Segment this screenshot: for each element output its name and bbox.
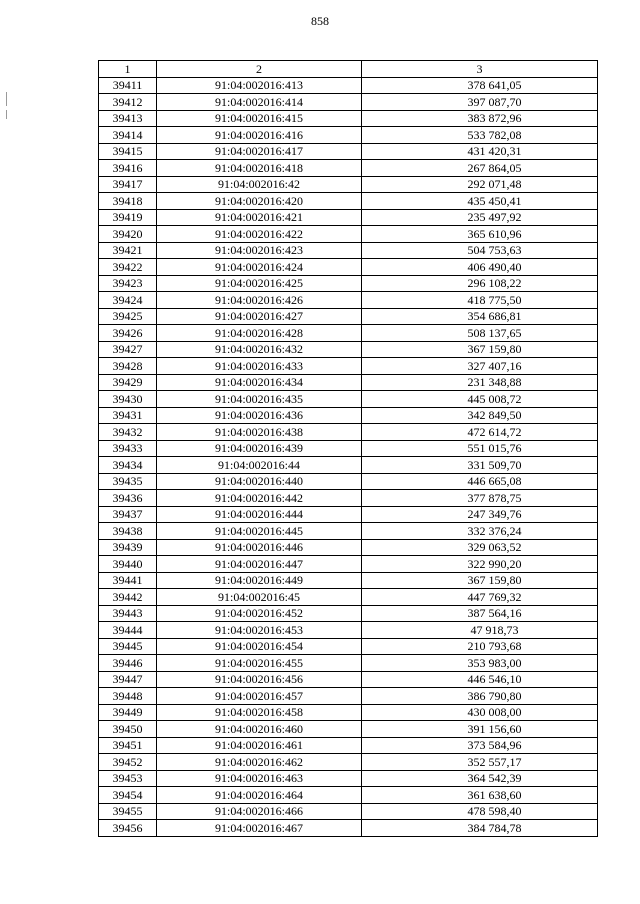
row-number-cell: 39425 xyxy=(99,308,157,325)
cadastral-number-cell: 91:04:002016:423 xyxy=(157,242,362,259)
row-number-cell: 39452 xyxy=(99,754,157,771)
cadastral-number-cell: 91:04:002016:458 xyxy=(157,704,362,721)
table-row xyxy=(99,308,598,325)
cadastral-number-cell: 91:04:002016:460 xyxy=(157,721,362,738)
row-number-cell: 39453 xyxy=(99,770,157,787)
row-number-cell: 39422 xyxy=(99,259,157,276)
row-number-cell: 39424 xyxy=(99,292,157,309)
value-cell: 354 686,81 xyxy=(362,308,598,325)
value-cell: 504 753,63 xyxy=(362,242,598,259)
value-cell: 478 598,40 xyxy=(362,803,598,820)
cadastral-number-cell: 91:04:002016:427 xyxy=(157,308,362,325)
cadastral-number-cell: 91:04:002016:467 xyxy=(157,820,362,837)
table-row xyxy=(99,704,598,721)
value-cell: 231 348,88 xyxy=(362,374,598,391)
row-number-cell: 39448 xyxy=(99,688,157,705)
cadastral-number-cell: 91:04:002016:425 xyxy=(157,275,362,292)
table-row xyxy=(99,490,598,507)
value-cell: 267 864,05 xyxy=(362,160,598,177)
table-row xyxy=(99,176,598,193)
value-cell: 377 878,75 xyxy=(362,490,598,507)
data-table xyxy=(98,60,598,837)
table-row xyxy=(99,754,598,771)
cadastral-number-cell: 91:04:002016:418 xyxy=(157,160,362,177)
cadastral-number-cell: 91:04:002016:433 xyxy=(157,358,362,375)
table-row xyxy=(99,605,598,622)
margin-scan-mark xyxy=(6,92,7,106)
row-number-cell: 39455 xyxy=(99,803,157,820)
value-cell: 373 584,96 xyxy=(362,737,598,754)
row-number-cell: 39437 xyxy=(99,506,157,523)
table-row xyxy=(99,110,598,127)
value-cell: 387 564,16 xyxy=(362,605,598,622)
cadastral-number-cell: 91:04:002016:454 xyxy=(157,638,362,655)
cadastral-number-cell: 91:04:002016:464 xyxy=(157,787,362,804)
row-number-cell: 39454 xyxy=(99,787,157,804)
value-cell: 508 137,65 xyxy=(362,325,598,342)
value-cell: 361 638,60 xyxy=(362,787,598,804)
cadastral-number-cell: 91:04:002016:439 xyxy=(157,440,362,457)
table-row xyxy=(99,787,598,804)
row-number-cell: 39444 xyxy=(99,622,157,639)
row-number-cell: 39416 xyxy=(99,160,157,177)
cadastral-number-cell: 91:04:002016:462 xyxy=(157,754,362,771)
cadastral-number-cell: 91:04:002016:428 xyxy=(157,325,362,342)
cadastral-number-cell: 91:04:002016:446 xyxy=(157,539,362,556)
margin-scan-mark xyxy=(6,110,7,119)
value-cell: 342 849,50 xyxy=(362,407,598,424)
value-cell: 364 542,39 xyxy=(362,770,598,787)
row-number-cell: 39450 xyxy=(99,721,157,738)
cadastral-number-cell: 91:04:002016:436 xyxy=(157,407,362,424)
table-row xyxy=(99,226,598,243)
table-row xyxy=(99,473,598,490)
row-number-cell: 39426 xyxy=(99,325,157,342)
row-number-cell: 39412 xyxy=(99,94,157,111)
value-cell: 47 918,73 xyxy=(362,622,598,639)
value-cell: 446 546,10 xyxy=(362,671,598,688)
column-header-2: 2 xyxy=(157,61,362,78)
value-cell: 551 015,76 xyxy=(362,440,598,457)
row-number-cell: 39431 xyxy=(99,407,157,424)
row-number-cell: 39419 xyxy=(99,209,157,226)
row-number-cell: 39456 xyxy=(99,820,157,837)
value-cell: 296 108,22 xyxy=(362,275,598,292)
row-number-cell: 39428 xyxy=(99,358,157,375)
row-number-cell: 39446 xyxy=(99,655,157,672)
value-cell: 418 775,50 xyxy=(362,292,598,309)
value-cell: 378 641,05 xyxy=(362,77,598,94)
value-cell: 397 087,70 xyxy=(362,94,598,111)
value-cell: 430 008,00 xyxy=(362,704,598,721)
table-row xyxy=(99,655,598,672)
value-cell: 292 071,48 xyxy=(362,176,598,193)
value-cell: 332 376,24 xyxy=(362,523,598,540)
table-row xyxy=(99,737,598,754)
row-number-cell: 39433 xyxy=(99,440,157,457)
table-row xyxy=(99,440,598,457)
value-cell: 431 420,31 xyxy=(362,143,598,160)
cadastral-number-cell: 91:04:002016:435 xyxy=(157,391,362,408)
cadastral-number-cell: 91:04:002016:421 xyxy=(157,209,362,226)
row-number-cell: 39420 xyxy=(99,226,157,243)
cadastral-number-cell: 91:04:002016:449 xyxy=(157,572,362,589)
value-cell: 365 610,96 xyxy=(362,226,598,243)
row-number-cell: 39430 xyxy=(99,391,157,408)
cadastral-number-cell: 91:04:002016:455 xyxy=(157,655,362,672)
table-row xyxy=(99,556,598,573)
cadastral-number-cell: 91:04:002016:413 xyxy=(157,77,362,94)
cadastral-number-cell: 91:04:002016:463 xyxy=(157,770,362,787)
column-header-3: 3 xyxy=(362,61,598,78)
value-cell: 210 793,68 xyxy=(362,638,598,655)
row-number-cell: 39427 xyxy=(99,341,157,358)
cadastral-number-cell: 91:04:002016:453 xyxy=(157,622,362,639)
row-number-cell: 39438 xyxy=(99,523,157,540)
cadastral-number-cell: 91:04:002016:438 xyxy=(157,424,362,441)
table-row xyxy=(99,127,598,144)
row-number-cell: 39442 xyxy=(99,589,157,606)
table-row xyxy=(99,275,598,292)
table-row xyxy=(99,539,598,556)
table-row xyxy=(99,325,598,342)
row-number-cell: 39436 xyxy=(99,490,157,507)
value-cell: 331 509,70 xyxy=(362,457,598,474)
row-number-cell: 39445 xyxy=(99,638,157,655)
value-cell: 367 159,80 xyxy=(362,572,598,589)
table-row xyxy=(99,77,598,94)
cadastral-number-cell: 91:04:002016:434 xyxy=(157,374,362,391)
table-row xyxy=(99,292,598,309)
cadastral-number-cell: 91:04:002016:426 xyxy=(157,292,362,309)
table-row xyxy=(99,457,598,474)
cadastral-number-cell: 91:04:002016:440 xyxy=(157,473,362,490)
cadastral-number-cell: 91:04:002016:442 xyxy=(157,490,362,507)
row-number-cell: 39429 xyxy=(99,374,157,391)
cadastral-number-cell: 91:04:002016:44 xyxy=(157,457,362,474)
cadastral-number-cell: 91:04:002016:432 xyxy=(157,341,362,358)
value-cell: 446 665,08 xyxy=(362,473,598,490)
row-number-cell: 39451 xyxy=(99,737,157,754)
row-number-cell: 39411 xyxy=(99,77,157,94)
table-row xyxy=(99,193,598,210)
value-cell: 367 159,80 xyxy=(362,341,598,358)
row-number-cell: 39432 xyxy=(99,424,157,441)
value-cell: 327 407,16 xyxy=(362,358,598,375)
table-row xyxy=(99,374,598,391)
value-cell: 353 983,00 xyxy=(362,655,598,672)
cadastral-number-cell: 91:04:002016:452 xyxy=(157,605,362,622)
table-row xyxy=(99,94,598,111)
cadastral-number-cell: 91:04:002016:457 xyxy=(157,688,362,705)
table-row xyxy=(99,622,598,639)
value-cell: 435 450,41 xyxy=(362,193,598,210)
row-number-cell: 39415 xyxy=(99,143,157,160)
cadastral-number-cell: 91:04:002016:414 xyxy=(157,94,362,111)
table-row xyxy=(99,391,598,408)
value-cell: 445 008,72 xyxy=(362,391,598,408)
value-cell: 322 990,20 xyxy=(362,556,598,573)
value-cell: 384 784,78 xyxy=(362,820,598,837)
table-row xyxy=(99,506,598,523)
page-number: 858 xyxy=(311,14,329,28)
column-header-1: 1 xyxy=(99,61,157,78)
table-row xyxy=(99,341,598,358)
value-cell: 391 156,60 xyxy=(362,721,598,738)
table-row xyxy=(99,407,598,424)
table-row xyxy=(99,242,598,259)
row-number-cell: 39441 xyxy=(99,572,157,589)
table-row xyxy=(99,589,598,606)
table-row xyxy=(99,209,598,226)
cadastral-number-cell: 91:04:002016:45 xyxy=(157,589,362,606)
table-row xyxy=(99,572,598,589)
cadastral-number-cell: 91:04:002016:466 xyxy=(157,803,362,820)
table-row xyxy=(99,358,598,375)
cadastral-number-cell: 91:04:002016:42 xyxy=(157,176,362,193)
value-cell: 472 614,72 xyxy=(362,424,598,441)
cadastral-number-cell: 91:04:002016:422 xyxy=(157,226,362,243)
cadastral-number-cell: 91:04:002016:424 xyxy=(157,259,362,276)
cadastral-number-cell: 91:04:002016:415 xyxy=(157,110,362,127)
table-body xyxy=(99,77,598,836)
value-cell: 247 349,76 xyxy=(362,506,598,523)
row-number-cell: 39435 xyxy=(99,473,157,490)
row-number-cell: 39449 xyxy=(99,704,157,721)
table-row xyxy=(99,424,598,441)
table-row xyxy=(99,638,598,655)
row-number-cell: 39418 xyxy=(99,193,157,210)
cadastral-number-cell: 91:04:002016:461 xyxy=(157,737,362,754)
table-row xyxy=(99,143,598,160)
cadastral-number-cell: 91:04:002016:456 xyxy=(157,671,362,688)
row-number-cell: 39439 xyxy=(99,539,157,556)
table-row xyxy=(99,259,598,276)
table-row xyxy=(99,523,598,540)
table-row xyxy=(99,688,598,705)
value-cell: 329 063,52 xyxy=(362,539,598,556)
cadastral-number-cell: 91:04:002016:416 xyxy=(157,127,362,144)
value-cell: 533 782,08 xyxy=(362,127,598,144)
row-number-cell: 39414 xyxy=(99,127,157,144)
row-number-cell: 39417 xyxy=(99,176,157,193)
row-number-cell: 39443 xyxy=(99,605,157,622)
row-number-cell: 39421 xyxy=(99,242,157,259)
value-cell: 406 490,40 xyxy=(362,259,598,276)
row-number-cell: 39423 xyxy=(99,275,157,292)
cadastral-number-cell: 91:04:002016:447 xyxy=(157,556,362,573)
row-number-cell: 39434 xyxy=(99,457,157,474)
value-cell: 235 497,92 xyxy=(362,209,598,226)
table-row xyxy=(99,671,598,688)
row-number-cell: 39440 xyxy=(99,556,157,573)
row-number-cell: 39413 xyxy=(99,110,157,127)
table-row xyxy=(99,160,598,177)
row-number-cell: 39447 xyxy=(99,671,157,688)
value-cell: 383 872,96 xyxy=(362,110,598,127)
table-row xyxy=(99,820,598,837)
value-cell: 386 790,80 xyxy=(362,688,598,705)
table-row xyxy=(99,721,598,738)
value-cell: 447 769,32 xyxy=(362,589,598,606)
cadastral-number-cell: 91:04:002016:444 xyxy=(157,506,362,523)
value-cell: 352 557,17 xyxy=(362,754,598,771)
table-header-row xyxy=(99,61,598,78)
table-row xyxy=(99,803,598,820)
cadastral-number-cell: 91:04:002016:420 xyxy=(157,193,362,210)
table-row xyxy=(99,770,598,787)
cadastral-number-cell: 91:04:002016:445 xyxy=(157,523,362,540)
cadastral-number-cell: 91:04:002016:417 xyxy=(157,143,362,160)
